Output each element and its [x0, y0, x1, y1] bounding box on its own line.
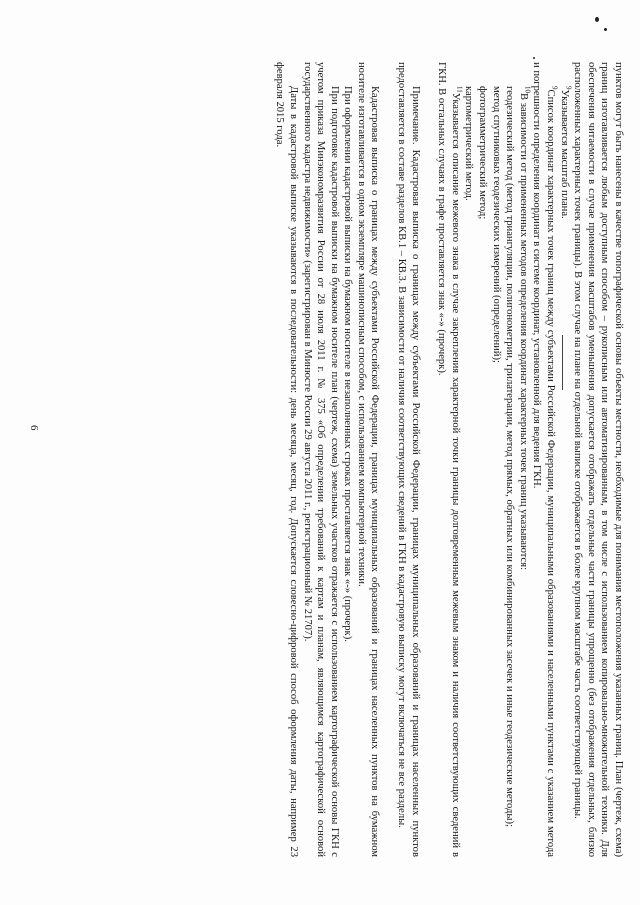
paragraph-text: Указывается масштаб плана. [558, 89, 570, 219]
paragraph-p9 [435, 62, 462, 857]
paragraph-text: В зависимости от примененных методов определения координат характерных точек границ указываются: [517, 93, 529, 571]
paragraph-p1 [571, 62, 625, 857]
paragraph-p13 [300, 62, 341, 857]
paragraph-text: метод спутниковых геодезических измерений (определений); [490, 86, 502, 363]
footnote-marker: 9 [550, 86, 559, 90]
paragraph-text: При оформлении кадастровой выписки на бумажном носителе в незаполненных строках проставляется знак «-» (прочерк). [342, 86, 354, 642]
paragraph-p3 [530, 62, 557, 857]
paragraph-p14 [273, 62, 300, 857]
paragraph-text: геодезический метод (метод триангуляции, полигонометрии, трилатерации, метод прямых, обратных или комбинированных засечек и иные геодезические методы); [504, 86, 516, 828]
footnote-marker: 10 [523, 86, 532, 93]
paragraph-p8 [462, 62, 476, 857]
paragraph-p2 [557, 62, 571, 857]
paragraph-p11 [354, 62, 381, 857]
paragraph-p6 [489, 62, 503, 857]
paragraph-text: Примечание. Кадастровая выписка о границах между субъектами Российской Федерации, границах муниципальных образований и границах населенных пунктов предоставляется в составе разделов КВ.1 – КВ.3. В зависимости от наличия соответствующих сведений в ГКН в кадастровую выписку могут включаться не все разделы. [396, 62, 421, 857]
paragraph-p4 [516, 62, 530, 857]
page-number: 6 [28, 425, 40, 431]
paragraph-p5 [503, 62, 517, 857]
footnote-marker: 11 [455, 86, 464, 93]
document-body [273, 62, 625, 857]
paragraph-text: картометрический метод. [463, 86, 475, 201]
paragraph-text: пунктов могут быть нанесены в качестве топографической основы объекты местности, необходимые для понимания местоположения указанных границ. План (чертеж, схема) границ изготавливается любым доступным способом – рукописным или автоматизированным, в том числе с использованием копировально-множительной техники. Для обеспечения читаемости в случае применения масштабов уменьшения допускается отображать отдельные части границы упрощенно (без отображения отдельных, близко расположенных характерных точек границы). В этом случае на плане на отдельной выписке отображается в более крупном масштабе часть соответствующей границы. [572, 62, 624, 857]
paragraph-p7 [475, 62, 489, 857]
footnote-marker: 9 [564, 86, 573, 90]
paragraph-p12 [341, 62, 355, 857]
paragraph-text: При подготовке кадастровой выписки на бумажном носителе план (чертеж, схема) земельных участков отражается с использованием картографической основы ГКН с учетом приказа Минэкономразвития России от 28 июля 2011 г. № 375 «Об определении требований к картам и планам, являющимся картографической основой государственного кадастра недвижимости» (зарегистрирован в Минюсте России 29 августа 2011 г., регистрационный № 21707). [301, 62, 340, 857]
paragraph-text: Кадастровая выписка о границах между субъектами Российской Федерации, границах муниципальных образований и границах населенных пунктов на бумажном носителе изготавливается в одном экземпляре машинописным способом, с использованием компьютерной техники. [355, 62, 381, 857]
paragraph-p10 [395, 62, 422, 857]
paragraph-text: Список координат характерных точек границ между субъектами Российской Федерации, муниципальными образованиями и населенными пунктами с указанием метода и погрешности определения координат в системе координат, установленной для ведения ГКН. [531, 62, 557, 857]
paragraph-text: Указывается описание межевого знака в случае закрепления характерной точки границы долговременным межевым знаком и наличия соответствующих сведений в ГКН. В остальных случаях в графе проставляется знак «-» (прочерк). [436, 62, 461, 857]
paragraph-text: Даты в кадастровой выписке указываются в последовательности: день месяца, месяц, год. Допускается словесно-цифровой способ оформления даты, например 23 февраля 2015 года. [274, 62, 299, 857]
paragraph-text: фотограмметрический метод; [477, 86, 489, 220]
